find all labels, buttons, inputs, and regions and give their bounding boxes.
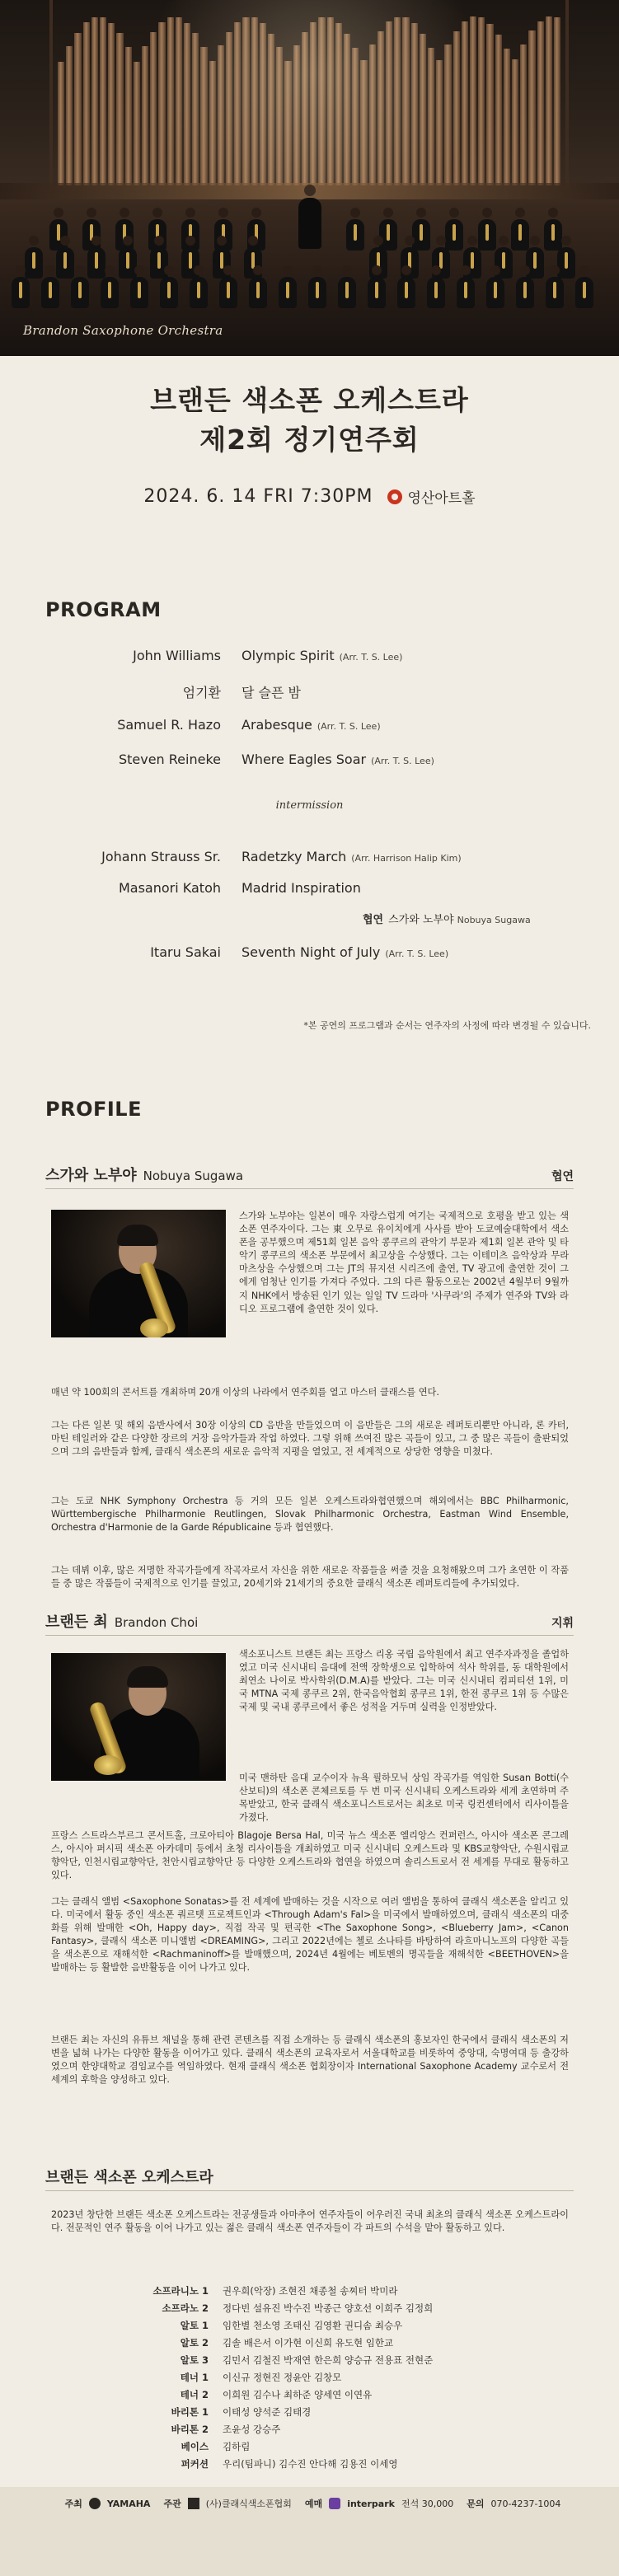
orchestra-player: [87, 247, 106, 279]
date-venue-row: [0, 486, 619, 507]
orchestra-player: [181, 219, 199, 251]
title-line-1: 브랜든 색소폰 오케스트라: [150, 384, 469, 416]
concert-date: 2024. 6. 14 FRI 7:30PM: [143, 486, 373, 507]
roster-members: 이신규 정현진 정윤안 김창모: [223, 2372, 342, 2383]
sugawa-bio-p3: 그는 도쿄 NHK Symphony Orchestra 등 거의 모든 일본 오케스트라와협연했으며 해외에서는 BBC Philharmonic, Württembergische Philharmonie Reutlingen, Slovak Philharmonic Orchestra, Eastman Wind Ensemble, Orchestra d'Harmonie de la Garde Républicaine 등과 협연했다.: [51, 1496, 569, 1534]
organ-pipe: [537, 21, 544, 185]
organ-pipe: [142, 46, 148, 185]
inquiry-phone[interactable]: 070-4237-1004: [490, 2498, 561, 2509]
program-note: *본 공연의 프로그램과 순서는 연주자의 사정에 따라 변경될 수 있습니다.: [303, 1020, 591, 1031]
choi-role: 지휘: [551, 1617, 574, 1630]
work: [242, 880, 366, 896]
roster-section: 알토 3: [180, 2354, 209, 2366]
roster-row: [0, 2457, 619, 2475]
orchestra-player: [249, 277, 267, 308]
roster-section: 테너 1: [180, 2372, 209, 2383]
roster-section: 소프라노 2: [162, 2302, 209, 2314]
work-title: 달 슬픈 밤: [242, 685, 301, 700]
roster-members: 이희원 김수나 최하준 양세연 이연유: [223, 2389, 373, 2400]
program-item: [0, 849, 619, 869]
program-item: [0, 648, 619, 667]
roster-section: 알토 1: [180, 2320, 209, 2331]
organ-pipe: [554, 17, 560, 185]
soloist-name-en: Nobuya Sugawa: [457, 915, 531, 925]
choi-bio-side-1: 색소포니스트 브랜든 최는 프랑스 리옹 국립 음악원에서 최고 연주자과정을 졸업하였고 미국 신시내티 음대에 전액 장학생으로 입학하여 석사 학위를, 동 대학원에서 최연소 나이로 박사학위(D.M.A)를 받았다. 그는 미국 신시내티 컴피티션 1위, 미국 MTNA 국제 콩쿠르 2위, 한국음악협회 콩쿠르 1위, 한전 콩쿠르 1위 등 수많은 국제 및 국내 콩쿠르에서 좋은 성적을 거두며 실력을 인정받았다.: [239, 1649, 569, 1713]
roster-section: 바리톤 1: [171, 2406, 209, 2418]
organ-pipe: [83, 22, 90, 185]
composer: Samuel R. Hazo: [117, 717, 221, 733]
orchestra-player: [160, 277, 178, 308]
orchestra-player: [516, 277, 534, 308]
roster-row: [0, 2423, 619, 2440]
orchestra-player: [148, 219, 166, 251]
roster-members: 김하림: [223, 2441, 251, 2452]
organ-pipe: [495, 35, 502, 185]
sugawa-header: [45, 1164, 574, 1185]
orchestra-player: [511, 219, 529, 251]
orchestra-player: [101, 277, 119, 308]
hero-caption: Brandon Saxophone Orchestra: [23, 323, 223, 338]
composer: Steven Reineke: [118, 752, 221, 767]
association-logo-icon: [188, 2498, 199, 2509]
composer: Masanori Katoh: [118, 880, 221, 896]
orchestra-player: [546, 277, 564, 308]
roster-members: 임한별 천소영 조태신 김영환 권디솜 최승우: [223, 2320, 403, 2331]
title-line-2: 제2회 정기연주회: [199, 424, 420, 456]
inquiry-label: 문의: [467, 2499, 485, 2509]
sugawa-bio-p2: 그는 다른 일본 및 해외 음반사에서 30장 이상의 CD 음반을 만들었으며 이 음반들은 그의 새로운 레퍼토리뿐만 아니라, 론 카터, 마틴 테일러와 같은 다양한 장르의 거장 음악가들과 작업 하였다. 그렇 위해 쓰여진 많은 곡들이 있고, 그 중 많은 곡들이 출판되었으며 그의 음반들과 함께, 클래식 색소폰의 새로운 음악적 지평을 열었고, 전 세계적으로 상당한 영향을 미쳤다.: [51, 1420, 569, 1458]
orchestra-player: [214, 219, 232, 251]
work: [242, 752, 434, 767]
ensemble-header: [45, 2166, 574, 2187]
ticket-vendor[interactable]: interpark: [347, 2498, 395, 2509]
arranger: (Arr. T. S. Lee): [371, 756, 434, 766]
venue: [387, 486, 475, 507]
program-item: [0, 752, 619, 771]
orchestra-player: [486, 277, 504, 308]
roster-row: [0, 2302, 619, 2319]
roster-section: 알토 2: [180, 2337, 209, 2349]
organ-pipe: [478, 17, 485, 185]
roster-row: [0, 2388, 619, 2405]
arranger: (Arr. T. S. Lee): [339, 652, 403, 663]
choi-bio-p1: 프랑스 스트라스부르그 콘서트홀, 크로아티아 Blagoje Bersa Hal, 미국 뉴스 색소폰 엘리앙스 컨퍼런스, 아시아 색소폰 콘그레스, 아시아 퍼시픽 색소폰 아카데미 등에서 초청 리사이틀을 개최하였고 미국 신시내티 오케스트라 및 KBS교향악단, 수원시립교향악단, 인천시립교향악단, 천안시립교향악단 등 다양한 오케스트라와 협연을 하였으며 솔리스트로서 전 세계를 무대로 활동하고 있다.: [51, 1830, 569, 1881]
arranger: (Arr. T. S. Lee): [317, 721, 381, 732]
orchestra-player: [219, 277, 237, 308]
roster-row: [0, 2371, 619, 2388]
orchestra-player: [56, 247, 74, 279]
choi-header: [45, 1610, 574, 1632]
roster-section: 베이스: [181, 2441, 209, 2452]
roster-members: 조윤성 강승주: [223, 2424, 281, 2435]
sugawa-name: 스가와 노부야: [45, 1167, 137, 1184]
divider: [45, 1635, 574, 1636]
work: [242, 944, 448, 960]
concert-title: [0, 381, 619, 460]
organizer-name: (사)클래식색소폰협회: [205, 2499, 292, 2509]
sugawa-name-en: Nobuya Sugawa: [143, 1169, 244, 1183]
orchestra-player: [338, 277, 356, 308]
program-item: [0, 880, 619, 900]
soloist-name: 스가와 노부야: [388, 914, 454, 926]
work-title: Seventh Night of July: [242, 944, 381, 960]
composer: Itaru Sakai: [150, 944, 221, 960]
orchestra-player: [130, 277, 148, 308]
work-title: Madrid Inspiration: [242, 880, 361, 896]
roster-section: 바리톤 2: [171, 2424, 209, 2435]
orchestra-player: [115, 219, 134, 251]
work: [242, 682, 306, 701]
orchestra-player: [346, 219, 364, 251]
roster-members: 김솔 배은서 이가현 이신희 유도현 임한교: [223, 2337, 394, 2349]
organ-pipe: [486, 24, 493, 185]
work-title: Where Eagles Soar: [242, 752, 367, 767]
divider: [45, 2190, 574, 2191]
orchestra-player: [397, 277, 415, 308]
roster-section: 소프라니노 1: [152, 2285, 209, 2297]
work-title: Radetzky March: [242, 849, 347, 864]
work-title: Olympic Spirit: [242, 648, 335, 663]
organ-pipe: [74, 33, 81, 185]
organ-pipe: [512, 59, 518, 185]
ensemble-name: 브랜든 색소폰 오케스트라: [45, 2169, 213, 2186]
ensemble-intro: 2023년 창단한 브랜든 색소폰 오케스트라는 전공생들과 아마추어 연주자들이 어우러진 국내 최초의 클래식 색소폰 오케스트라이다. 전문적인 연주 활동을 이어 나가고 있는 젊은 클래식 색소폰 연주자들이 각 파트의 수석을 맡아 활동하고 있다.: [51, 2209, 569, 2234]
ticket-label: 예매: [304, 2499, 323, 2509]
roster-members: 김민서 김철진 박재연 한은희 양승규 전용표 전현준: [223, 2354, 434, 2366]
orchestra-player: [427, 277, 445, 308]
sugawa-role: 협연: [551, 1170, 574, 1183]
work: [242, 849, 462, 864]
sugawa-photo: [51, 1210, 226, 1337]
orchestra-player: [190, 277, 208, 308]
work-title: Arabesque: [242, 717, 312, 733]
soloist-credit: [363, 911, 531, 926]
orchestra-player: [119, 247, 137, 279]
orchestra-player: [279, 277, 297, 308]
divider: [45, 1188, 574, 1189]
venue-name: 영산아트홀: [407, 490, 476, 507]
intermission-label: intermission: [275, 799, 344, 812]
orchestra-player: [575, 277, 593, 308]
composer: John Williams: [133, 648, 221, 663]
choi-photo: [51, 1653, 226, 1781]
composer: Johann Strauss Sr.: [101, 849, 221, 864]
venue-logo-icon: [387, 489, 402, 504]
roster-section: 퍼커션: [181, 2458, 209, 2470]
organ-pipe: [546, 16, 552, 185]
choi-name: 브랜든 최: [45, 1614, 108, 1631]
sugawa-bio-side: 스가와 노부야는 일본이 매우 자랑스럽게 여기는 국제적으로 호평을 받고 있는 색소폰 연주자이다. 그는 東 오무로 유이치에게 사사를 받아 도쿄예술대학에서 색소폰을 공부했으며 제51회 일본 음악 콩쿠르의 관악기 부문과 제1회 일본 관악 및 타악기 콩쿠르의 색소폰 부문에서 최고상을 수상했다. 그는 이테미츠 음악상과 무라마츠상을 수상했으며 그는 JT의 뮤지션 시리즈에 출연, TV 광고에 출연한 것이 그에게 엄청난 인기를 가져다 주었다. 그의 다른 활동으로는 2002년 4월부터 9월까지 NHK에서 방송된 인기 있는 일일 TV 드라마 '사쿠라'의 주제가 연주와 TV와 라디오 프로그램에 출연한 것이 있다.: [239, 1211, 569, 1314]
sugawa-bio-p1: 매년 약 100회의 콘서트를 개최하며 20개 이상의 나라에서 연주회를 열고 마스터 클래스를 연다.: [51, 1387, 439, 1398]
organ-pipe: [504, 49, 510, 185]
roster-members: 정다빈 설유진 박수진 박종근 양호선 이희주 김정희: [223, 2302, 434, 2314]
ticket-price: 전석 30,000: [401, 2499, 454, 2509]
footer-credits: [0, 2497, 619, 2510]
orchestra-player: [41, 277, 59, 308]
conductor-figure: [298, 198, 321, 249]
sugawa-bio-p4: 그는 데뷔 이후, 많은 저명한 작곡가들에게 작곡자로서 자신을 위한 새로운 작품들을 써줄 것을 요청해왔으며 그가 초연한 이 작품들 중 많은 작품들이 국제적으로 인기를 끌었고, 20세기와 21세기의 중요한 클래식 색소폰 레퍼토리들에 추가되었다.: [51, 1565, 569, 1590]
program-item: [0, 682, 619, 702]
organ-pipe: [520, 44, 527, 185]
roster-row: [0, 2405, 619, 2423]
roster-row: [0, 2354, 619, 2371]
orchestra-player: [82, 219, 101, 251]
roster-members: 우리(팀파니) 김수진 안다해 김용진 이세영: [223, 2458, 398, 2470]
orchestra-player: [49, 219, 68, 251]
interpark-logo-icon: [329, 2498, 340, 2509]
roster-members: 권우희(악장) 조현진 채종철 송찌터 박미라: [223, 2285, 398, 2297]
orchestra-player: [71, 277, 89, 308]
orchestra-player: [379, 219, 397, 251]
yamaha-logo-icon: [89, 2498, 101, 2509]
organ-pipe: [66, 46, 73, 185]
organ-pipe: [100, 17, 106, 185]
footer: [0, 2487, 619, 2576]
orchestra-player: [526, 247, 544, 279]
orchestra-player: [478, 219, 496, 251]
profile-heading: PROFILE: [45, 1098, 142, 1121]
host-name: YAMAHA: [106, 2498, 151, 2509]
orchestra-player: [457, 277, 475, 308]
work: [242, 717, 381, 733]
roster-row: [0, 2284, 619, 2302]
orchestra-player: [557, 247, 575, 279]
orchestra-player: [445, 219, 463, 251]
program-heading: PROGRAM: [45, 598, 162, 621]
roster-row: [0, 2319, 619, 2336]
orchestra-player: [247, 219, 265, 251]
work: [242, 648, 402, 663]
organ-pipe: [108, 23, 115, 185]
roster-section: 테너 2: [180, 2389, 209, 2400]
organ-pipe: [125, 47, 132, 185]
orchestra-player: [25, 247, 43, 279]
arranger: (Arr. Harrison Halip Kim): [351, 853, 462, 864]
organ-pipe: [134, 62, 140, 185]
orchestra-player: [368, 277, 386, 308]
organ-pipe: [91, 17, 98, 185]
organizer-label: 주관: [163, 2499, 181, 2509]
orchestra-player: [308, 277, 326, 308]
roster-members: 이태성 양석준 김태경: [223, 2406, 312, 2418]
program-item: [0, 717, 619, 737]
organ-pipe: [116, 33, 123, 185]
soloist-label: 협연: [363, 914, 384, 926]
program-item: [0, 944, 619, 964]
hero-photo: [0, 0, 619, 356]
choi-bio-side-2: 미국 맨하탄 음대 교수이자 뉴욕 필하모닉 상임 작곡가를 역임한 Susan Botti(수산보티)의 색소폰 콘체르토를 두 번 미국 신시내티 오케스트라와 세계 초연하며 주목받았고, 한국 클래식 색소포니스트로서는 최초로 미국 링컨센터에서 리사이틀을 가졌다.: [239, 1773, 569, 1824]
choi-name-en: Brandon Choi: [114, 1615, 199, 1630]
choi-bio-p3: 브랜든 최는 자신의 유튜브 채널을 통해 관련 콘텐츠를 직접 소개하는 등 클래식 색소폰의 홍보자인 한국에서 클래식 색소폰의 저변을 넓혀 나가는 다양한 활동을 이어가고 있다. 클래식 색소폰의 교육자로서 서울대학교를 비롯하여 중앙대, 숙명여대 등 출강하였으며 한양대학교 겸임교수를 역임하였다. 현재 클래식 색소폰 협회장이자 International Saxophone Academy 교수로서 전 세계의 후학을 양성하고 있다.: [51, 2035, 569, 2086]
composer: 엄기환: [182, 685, 221, 700]
organ-pipe: [528, 30, 535, 185]
orchestra-player: [12, 277, 30, 308]
orchestra-player: [412, 219, 430, 251]
host-label: 주최: [64, 2499, 82, 2509]
roster-row: [0, 2336, 619, 2354]
organ-pipe: [58, 62, 64, 185]
orchestra-player: [544, 219, 562, 251]
arranger: (Arr. T. S. Lee): [385, 948, 449, 959]
choi-bio-p2: 그는 클래식 앨범 <Saxophone Sonatas>를 전 세계에 발매하는 것을 시작으로 여러 앨범을 통하여 클래식 색소폰을 알리고 있다. 미국에서 활동 중인 색소폰 쿼르텟 프로젝트인과 <Through Adam's Fal>을 미국에서 발매하였으며, 클래식 색소폰의 대중화를 위해 발매한 <Oh, Happy day>, 직접 작곡 및 편곡한 <The Saxophone Song>, <Blueberry Jam>, <Canon Fantasy>, 클래식 색소폰 미니앨범 <DREAMING>, 그리고 2022년에는 첼로 소나타를 바탕하여 라흐마니노프의 다양한 곡들을 색소폰으로 재해석한 <Rachmaninoff>를 발매했으며, 2024년 4월에는 베토벤의 명곡들을 재해석한 <BEETHOVEN>을 발매하는 등 활발한 음반활동을 이어 나가고 있다.: [51, 1896, 569, 1974]
roster-row: [0, 2440, 619, 2457]
